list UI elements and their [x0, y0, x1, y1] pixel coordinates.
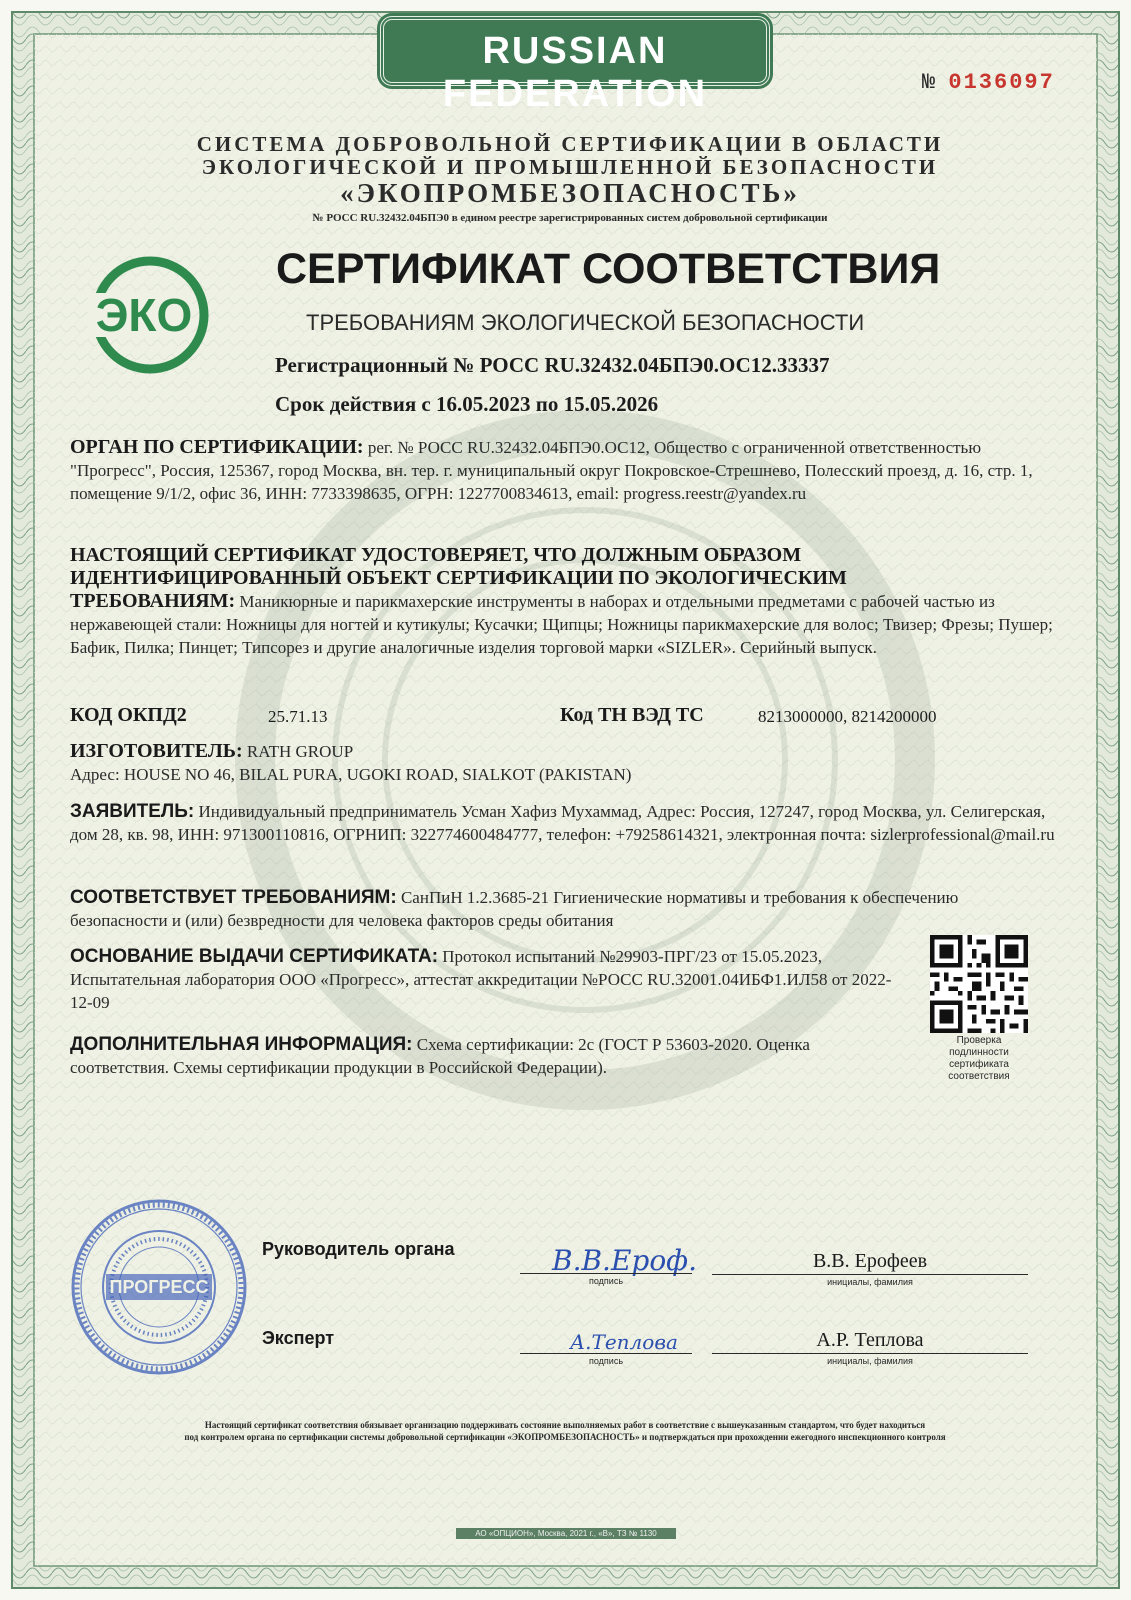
additional-info [70, 1033, 905, 1079]
country-banner [380, 16, 770, 115]
head-signature: В.В.Ероф. [552, 1244, 697, 1277]
system-name: «ЭКОПРОМБЕЗОПАСНОСТЬ» [340, 178, 800, 208]
certificate-subtitle: ТРЕБОВАНИЯМ ЭКОЛОГИЧЕСКОЙ БЕЗОПАСНОСТИ [306, 310, 865, 335]
object-heading-2: ИДЕНТИФИЦИРОВАННЫЙ ОБЪЕКТ СЕРТИФИКАЦИИ ПО ЭКОЛОГИЧЕСКИМ [70, 567, 847, 589]
organ-stamp [68, 1196, 250, 1378]
validity-period: Срок действия с 16.05.2023 по 15.05.2026 [275, 392, 659, 416]
head-name-caption: инициалы, фамилия [827, 1277, 913, 1287]
expert-signature-caption: подпись [588, 1356, 624, 1366]
eco-logo-text: ЭКО [95, 289, 193, 341]
tnved-label: Код ТН ВЭД ТС [560, 704, 704, 726]
expert-signature-line [520, 1353, 692, 1354]
banner-text: RUSSIAN FEDERATION [442, 30, 708, 115]
expert-name: А.Р. Теплова [816, 1329, 924, 1351]
qr-caption-line: сертификата [949, 1059, 1009, 1070]
okpd-label: КОД ОКПД2 [70, 704, 187, 726]
certification-body-text: рег. № РОСС RU.32432.04БПЭ0.ОС12, Общество с ограниченной ответственностью "Прогресс", Россия, 125367, город Москва, вн. тер. г. муниципальный округ Покровское-Стрешнево, Полесский проезд, д. 16, стр. 1, помещение 9/1/2, офис 36, ИНН: 7733398635, ОГРН: 1227700834613, email: progress.reestr@yandex.ru [70, 438, 1033, 503]
expert-role-label: Эксперт [262, 1328, 335, 1348]
conforms-requirements [70, 886, 1060, 932]
certification-object [70, 544, 1060, 659]
okpd-value: 25.71.13 [268, 707, 328, 726]
manufacturer-name: RATH GROUP [246, 742, 354, 761]
system-line-2: ЭКОЛОГИЧЕСКОЙ И ПРОМЫШЛЕННОЙ БЕЗОПАСНОСТИ [201, 155, 939, 179]
certification-body [70, 436, 1060, 505]
eco-logo [70, 255, 210, 375]
additional-text: Схема сертификации: 2с (ГОСТ Р 53603-2020. Оценка соответствия. Схемы сертификации продукции в Российской Федерации). [70, 1035, 810, 1077]
system-line-1: СИСТЕМА ДОБРОВОЛЬНОЙ СЕРТИФИКАЦИИ В ОБЛАСТИ [196, 132, 944, 156]
head-signature-caption: подпись [588, 1276, 624, 1286]
object-heading-1: НАСТОЯЩИЙ СЕРТИФИКАТ УДОСТОВЕРЯЕТ, ЧТО ДОЛЖНЫМ ОБРАЗОМ [70, 544, 802, 566]
head-name: В.В. Ерофеев [812, 1250, 928, 1272]
additional-label: ДОПОЛНИТЕЛЬНАЯ ИНФОРМАЦИЯ: [70, 1034, 413, 1055]
conforms-text: СанПиН 1.2.3685-21 Гигиенические нормативы и требования к обеспечению безопасности и (или) безвредности для человека факторов среды обитания [70, 888, 959, 930]
object-label: ТРЕБОВАНИЯМ: [70, 590, 236, 612]
system-registry: № РОСС RU.32432.04БПЭ0 в едином реестре зарегистрированных систем добровольной сертификации [312, 212, 828, 224]
head-role-label: Руководитель органа [262, 1239, 455, 1259]
certificate-number [922, 70, 1055, 95]
applicant-text: Индивидуальный предприниматель Усман Хафиз Мухаммад, Адрес: Россия, 127247, город Москва, ул. Селигерская, дом 28, кв. 98, ИНН: 971300110816, ОГРНИП: 322774600484777, телефон: +79258614321, электронная почта: sizlerprofessional@mail.ru [70, 802, 1055, 844]
eco-logo-icon [70, 255, 210, 375]
printer-imprint: АО «ОПЦИОН», Москва, 2021 г., «В», ТЗ № 1130 [456, 1528, 676, 1539]
qr-caption [915, 1035, 1043, 1083]
basis-text: Протокол испытаний №29903-ПРГ/23 от 15.05.2023, Испытательная лаборатория ООО «Прогресс», аттестат аккредитации №РОСС RU.32001.04ИБФ1.ИЛ58 от 2022-12-09 [70, 947, 892, 1012]
head-signature-line [520, 1273, 692, 1274]
stamp-center-text: ПРОГРЕСС [109, 1277, 209, 1297]
issue-basis [70, 945, 895, 1014]
manufacturer [70, 740, 1060, 786]
serial-number: 0136097 [948, 70, 1055, 95]
applicant-label: ЗАЯВИТЕЛЬ: [70, 801, 195, 822]
qr-caption-line: Проверка [956, 1035, 1002, 1046]
expert-name-line [712, 1353, 1028, 1354]
conforms-label: СООТВЕТСТВУЕТ ТРЕБОВАНИЯМ: [70, 887, 397, 908]
qr-caption-line: соответствия [948, 1071, 1010, 1082]
footer-note [70, 1419, 1060, 1443]
certification-body-label: ОРГАН ПО СЕРТИФИКАЦИИ: [70, 436, 364, 458]
expert-name-caption: инициалы, фамилия [827, 1356, 913, 1366]
certificate-title: СЕРТИФИКАТ СООТВЕТСТВИЯ [276, 245, 941, 293]
tnved-value: 8213000000, 8214200000 [758, 707, 937, 726]
number-sign: № [922, 70, 936, 95]
footer-line-1: Настоящий сертификат соответствия обязывает организацию поддерживать состояние выполняемых работ в соответствие с вышеуказанным стандартом, что будет находиться [204, 1420, 926, 1430]
registration-number: Регистрационный № РОСС RU.32432.04БПЭ0.ОС12.33337 [275, 353, 830, 377]
footer-line-2: под контролем органа по сертификации системы добровольной сертификации «ЭКОПРОМБЕЗОПАСНОСТЬ» и подтверждаться при прохождении ежегодного инспекционного контроля [184, 1432, 946, 1442]
qr-code[interactable] [930, 935, 1028, 1033]
basis-label: ОСНОВАНИЕ ВЫДАЧИ СЕРТИФИКАТА: [70, 946, 439, 967]
qr-caption-line: подлинности [949, 1047, 1009, 1058]
manufacturer-address: Адрес: HOUSE NO 46, BILAL PURA, UGOKI ROAD, SIALKOT (PAKISTAN) [70, 765, 632, 784]
expert-signature: А.Теплова [570, 1330, 678, 1354]
applicant [70, 800, 1060, 846]
object-text: Маникюрные и парикмахерские инструменты в наборах и отдельными предметами с рабочей частью из нержавеющей стали: Ножницы для ногтей и кутикулы; Кусачки; Щипцы; Ножницы парикмахерские для волос; Твизер; Фрезы; Пушер; Бафик, Пилка; Пинцет; Типсорез и другие аналогичные изделия торговой марки «SIZLER». Серийный выпуск. [70, 592, 1053, 657]
head-name-line [712, 1274, 1028, 1275]
manufacturer-label: ИЗГОТОВИТЕЛЬ: [70, 740, 243, 762]
